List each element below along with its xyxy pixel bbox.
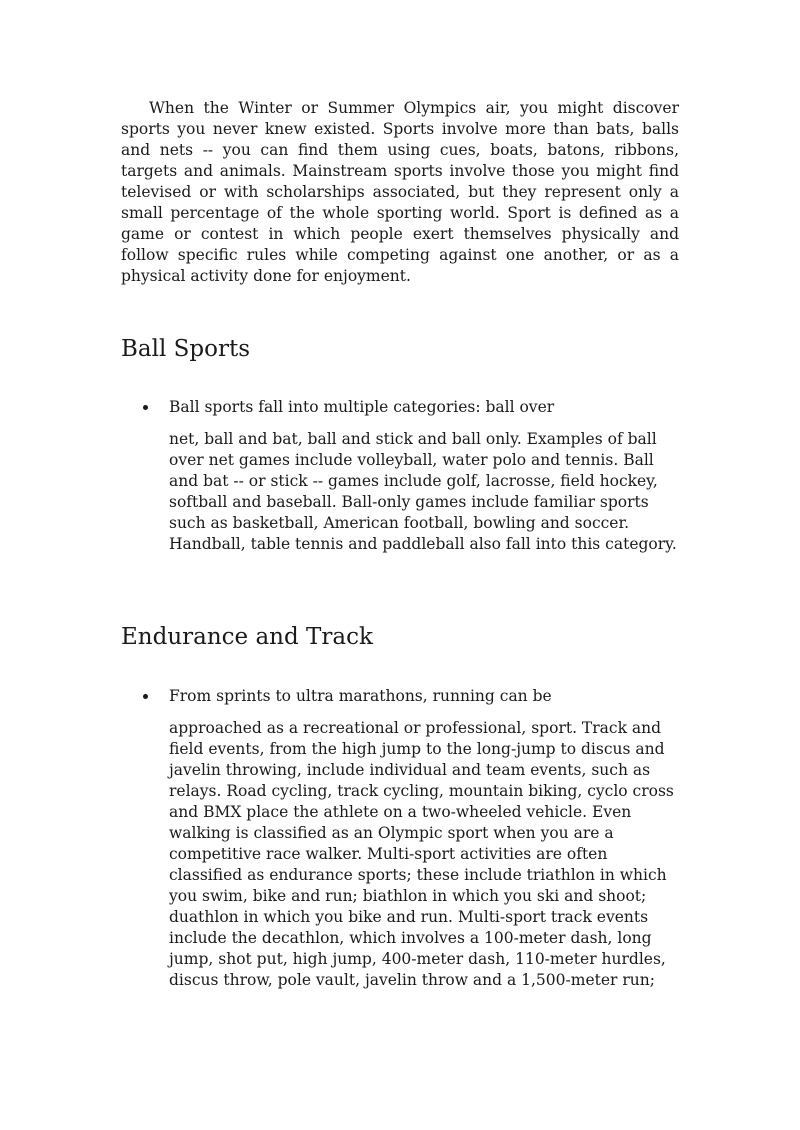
section-heading-ball-sports: Ball Sports [121,336,251,362]
section-heading-endurance-track: Endurance and Track [121,624,373,650]
bullet-icon [143,405,148,410]
bullet-continuation: approached as a recreational or professional, sport. Track and field events, from the high jump to the long-jump to discus and javelin throwing, include individual and team events, such as relays. Road cycling, track cycling, mountain biking, cyclo cross and BMX place the athlete on a two-wheeled vehicle. Even walking is classified as an Olympic sport when you are a competitive race walker. Multi-sport activities are often classified as endurance sports; these include triathlon in which you swim, bike and run; biathlon in which you ski and shoot; duathlon in which you bike and run. Multi-sport track events include the decathlon, which involves a 100-meter dash, long jump, shot put, high jump, 400-meter dash, 110-meter hurdles, discus throw, pole vault, javelin throw and a 1,500-meter run; [169,719,674,989]
bullet-first-line: Ball sports fall into multiple categories: ball over [169,398,555,416]
bullet-continuation: net, ball and bat, ball and stick and ball only. Examples of ball over net games include volleyball, water polo and tennis. Ball and bat -- or stick -- games include golf, lacrosse, field hockey, softball and baseball. Ball-only games include familiar sports such as basketball, American football, bowling and soccer. Handball, table tennis and paddleball also fall into this category. [169,430,677,553]
intro-paragraph: When the Winter or Summer Olympics air, you might discover sports you never knew existed. Sports involve more than bats, balls and nets -- you can find them using cues, boats, batons, ribbons, targets and animals. Mainstream sports involve those you might find televised or with scholarships associated, but they represent only a small percentage of the whole sporting world. Sport is defined as a game or contest in which people exert themselves physically and follow specific rules while competing against one another, or as a physical activity done for enjoyment. [121,99,679,285]
bullet-first-line: From sprints to ultra marathons, running can be [169,687,552,705]
bullet-icon [143,694,148,699]
